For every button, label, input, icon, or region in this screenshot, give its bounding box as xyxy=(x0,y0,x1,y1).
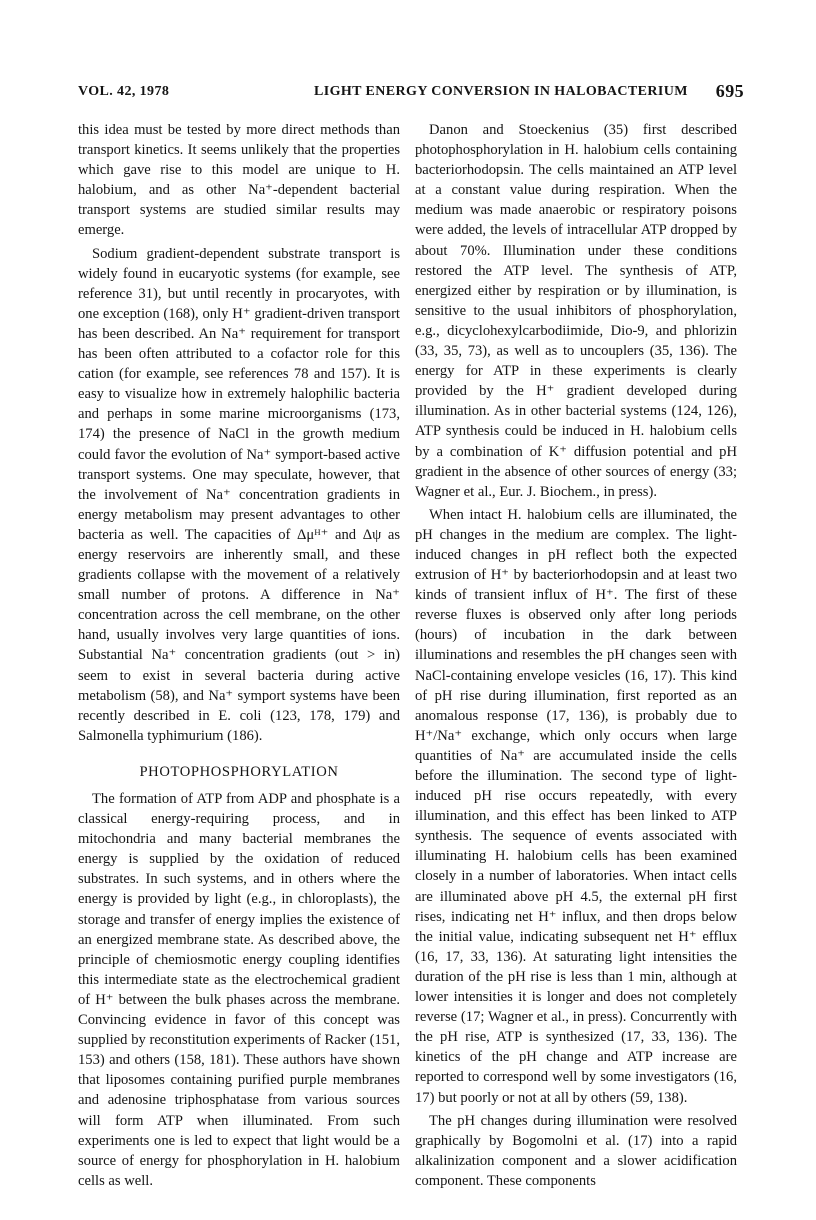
paragraph: Danon and Stoeckenius (35) first described photophosphorylation in H. halobium cells containing bacteriorhodopsin. The cells maintained an ATP level at a constant value during respiration. When the medium was made anaerobic or respiratory poisons were added, the levels of intracellular ATP dropped by about 70%. Illumination under these conditions restored the ATP level. The synthesis of ATP, energized either by respiration or by illumination, is sensitive to the usual inhibitors of phosphorylation, e.g., dicyclohexylcarbodiimide, Dio-9, and phlorizin (33, 35, 73), as well as to uncouplers (35, 136). The energy for ATP in these experiments is clearly provided by the H⁺ gradient developed during illumination. As in other bacterial systems (124, 126), ATP synthesis could be induced in H. halobium cells by a combination of K⁺ diffusion potential and pH gradient in the absence of other sources of energy (33; Wagner et al., Eur. J. Biochem., in press). xyxy=(415,122,737,500)
section-heading: PHOTOPHOSPHORYLATION xyxy=(139,763,339,780)
volume-label: VOL. 42, 1978 xyxy=(78,84,170,99)
left-column xyxy=(78,120,400,1191)
page-number: 695 xyxy=(715,81,744,101)
running-title: LIGHT ENERGY CONVERSION IN HALOBACTERIUM xyxy=(314,84,688,99)
paragraph: The formation of ATP from ADP and phosphate is a classical energy-requiring process, and in mitochondria and many bacterial membranes the energy is supplied by the oxidation of reduced substrates. In such systems, and in others where the energy is provided by light (e.g., in chloroplasts), the storage and transfer of energy implies the existence of an energized membrane state. As described above, the principle of chemiosmotic energy coupling identifies this intermediate state as the electrochemical gradient of H⁺ between the bulk phases across the membrane. Convincing evidence in favor of this concept was supplied by reconstitution experiments of Racker (151, 153) and others (158, 181). These authors have shown that liposomes containing purified purple membranes and adenosine triphosphatase from various sources will form ATP when illuminated. From such experiments one is led to expect that light would be a source of energy for phosphorylation in H. halobium cells as well. xyxy=(78,791,400,1189)
running-header xyxy=(78,81,744,106)
paragraph: The pH changes during illumination were resolved graphically by Bogomolni et al. (17) into a rapid alkalinization component and a slower acidification component. These components xyxy=(415,1112,737,1189)
right-column xyxy=(415,120,737,1191)
paragraph: When intact H. halobium cells are illuminated, the pH changes in the medium are complex. The light-induced changes in pH reflect both the expected extrusion of H⁺ by bacteriorhodopsin and at least two kinds of transient influx of H⁺. The first of these reverse fluxes is observed only after long periods (hours) of incubation in the dark between illuminations and resembles the pH changes seen with NaCl-containing envelope vesicles (16, 17). This kind of pH rise during illumination, first reported as an anomalous response (17, 136), is probably due to H⁺/Na⁺ exchange, which only occurs when large quantities of Na⁺ are accumulated inside the cells before the illumination. The second type of light-induced pH rise occurs repeatedly, with every illumination, and this effect has been linked to ATP synthesis. The sequence of events associated with illuminating H. halobium cells has been examined closely in a number of laboratories. When intact cells are illuminated above pH 4.5, the external pH first rises, indicating net H⁺ influx, and then drops below the initial value, indicating subsequent net H⁺ efflux (16, 17, 33, 136). At saturating light intensities the duration of the pH rise is less than 1 min, although at lower intensities it is longer and does not completely reverse (17; Wagner et al., in press). Concurrently with the pH rise, ATP is synthesized (17, 33, 136). The kinetics of the pH change and ATP increase are reported to correspond well by some investigators (16, 17) but poorly or not at all by others (59, 138). xyxy=(415,506,737,1106)
paragraph: Sodium gradient-dependent substrate transport is widely found in eucaryotic systems (for example, see reference 31), but until recently in procaryotes, with one exception (168), only H⁺ gradient-driven transport has been described. An Na⁺ requirement for transport has been often attributed to a cofactor role for this cation (for example, see references 78 and 157). It is easy to visualize how in extremely halophilic bacteria and perhaps in some marine microorganisms (173, 174) the presence of NaCl in the growth medium could favor the evolution of Na⁺ symport-based active transport systems. One may speculate, however, that the involvement of Na⁺ concentration gradients in energy metabolism may present advantages to other bacteria as well. The capacities of Δμᴴ⁺ and Δψ as energy reservoirs are inherently small, and these gradients collapse with the movement of a relatively small number of protons. A difference in Na⁺ concentration across the cell membrane, on the other hand, usually involves very large quantities of ions. Substantial Na⁺ concentration gradients (out > in) seem to exist in several bacteria during active metabolism (58), and Na⁺ symport systems have been recently described in E. coli (123, 178, 179) and Salmonella typhimurium (186). xyxy=(78,245,400,744)
paragraph: this idea must be tested by more direct methods than transport kinetics. It seems unlikely that the properties which gave rise to this model are unique to H. halobium, and as other Na⁺-dependent bacterial transport systems are studied similar results may emerge. xyxy=(78,122,400,239)
